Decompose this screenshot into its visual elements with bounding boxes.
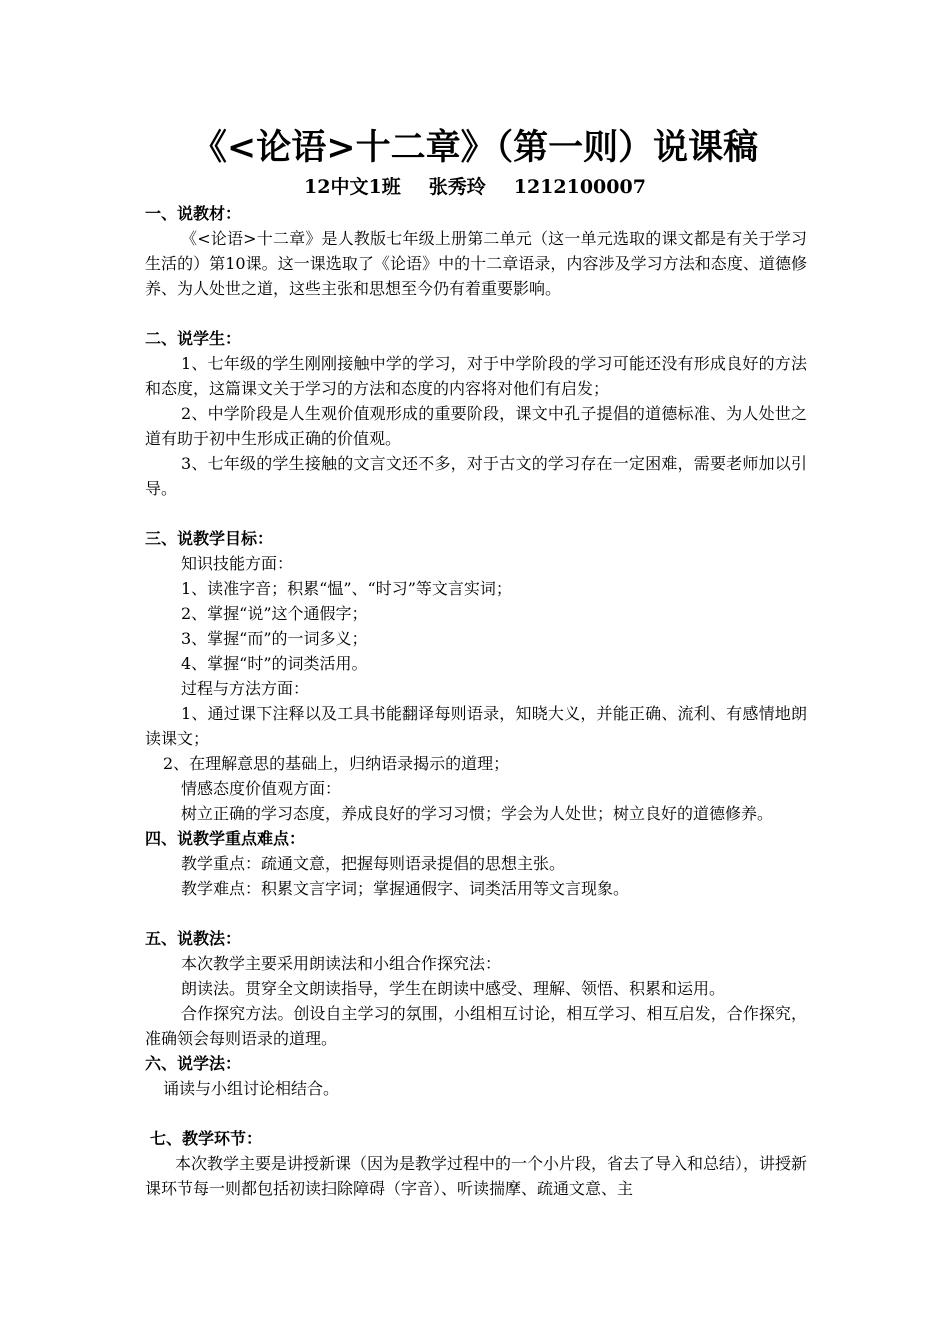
student-id: 1212100007 bbox=[513, 176, 646, 198]
document-body bbox=[145, 201, 807, 1201]
class-name: 12中文1班 bbox=[304, 176, 401, 198]
paragraph: 1、七年级的学生刚刚接触中学的学习，对于中学阶段的学习可能还没有形成良好的方法和态度，这篇课文关于学习的方法和态度的内容将对他们有启发； bbox=[145, 354, 807, 398]
paragraph: 教学难点：积累文言字词；掌握通假字、词类活用等文言现象。 bbox=[181, 879, 630, 898]
subheading: 情感态度价值观方面： bbox=[181, 779, 342, 798]
list-item: 4、掌握“时”的词类活用。 bbox=[181, 654, 368, 673]
paragraph: 本次教学主要采用朗读法和小组合作探究法： bbox=[181, 954, 502, 973]
section-heading: 七、教学环节： bbox=[150, 1129, 263, 1148]
author-name: 张秀玲 bbox=[428, 176, 486, 198]
paragraph: 树立正确的学习态度，养成良好的学习习惯；学会为人处世；树立良好的道德修养。 bbox=[181, 804, 774, 823]
section-heading: 二、说学生： bbox=[145, 329, 242, 348]
paragraph: 2、中学阶段是人生观价值观形成的重要阶段，课文中孔子提倡的道德标准、为人处世之道有助于初中生形成正确的价值观。 bbox=[145, 404, 807, 448]
paragraph: 朗读法。贯穿全文朗读指导，学生在朗读中感受、理解、领悟、积累和运用。 bbox=[181, 979, 726, 998]
section-heading: 六、说学法： bbox=[145, 1054, 242, 1073]
byline bbox=[0, 174, 950, 200]
paragraph: 本次教学主要是讲授新课（因为是教学过程中的一个小片段，省去了导入和总结），讲授新课环节每一则都包括初读扫除障碍（字音）、听读揣摩、疏通文意、主 bbox=[145, 1154, 808, 1198]
section-heading: 五、说教法： bbox=[145, 929, 242, 948]
section-heading: 三、说教学目标： bbox=[145, 529, 274, 548]
paragraph: 教学重点：疏通文意，把握每则语录提倡的思想主张。 bbox=[181, 854, 566, 873]
subheading: 知识技能方面： bbox=[181, 554, 294, 573]
paragraph: 3、七年级的学生接触的文言文还不多，对于古文的学习存在一定困难，需要老师加以引导。 bbox=[145, 454, 807, 498]
list-item: 1、读准字音；积累“愠”、“时习”等文言实词； bbox=[181, 579, 512, 598]
paragraph: 合作探究方法。创设自主学习的氛围，小组相互讨论，相互学习、相互启发，合作探究，准确领会每则语录的道理。 bbox=[145, 1004, 807, 1048]
list-item: 2、掌握“说”这个通假字； bbox=[181, 604, 368, 623]
section-heading: 四、说教学重点难点： bbox=[145, 829, 306, 848]
subheading: 过程与方法方面： bbox=[181, 679, 310, 698]
paragraph: 诵读与小组讨论相结合。 bbox=[163, 1079, 340, 1098]
paragraph: 《<论语>十二章》是人教版七年级上册第二单元（这一单元选取的课文都是有关于学习生活的）第10课。这一课选取了《论语》中的十二章语录，内容涉及学习方法和态度、道德修养、为人处世之道，这些主张和思想至今仍有着重要影响。 bbox=[145, 229, 807, 298]
section-heading: 一、说教材： bbox=[145, 204, 242, 223]
list-item: 2、在理解意思的基础上，归纳语录揭示的道理； bbox=[163, 754, 510, 773]
list-item: 1、通过课下注释以及工具书能翻译每则语录，知晓大义，并能正确、流利、有感情地朗读课文； bbox=[145, 704, 807, 748]
page-title: 《<论语>十二章》（第一则）说课稿 bbox=[191, 127, 759, 168]
list-item: 3、掌握“而”的一词多义； bbox=[181, 629, 368, 648]
